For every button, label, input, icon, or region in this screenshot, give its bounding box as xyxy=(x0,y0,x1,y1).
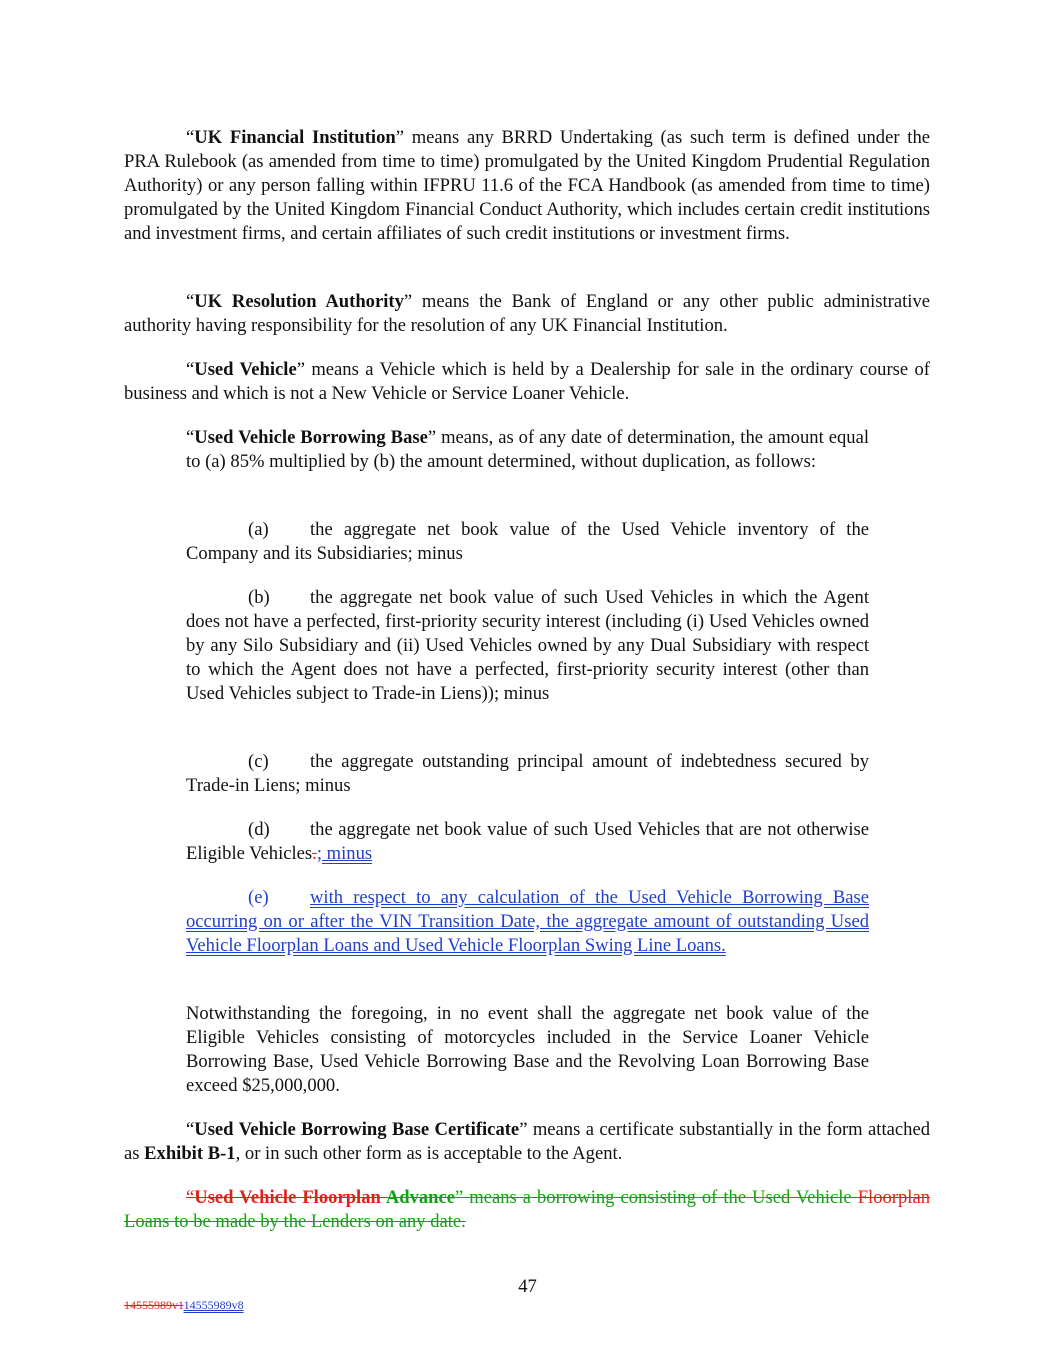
definition-used-vehicle-floorplan-advance-deleted xyxy=(124,1186,930,1234)
deleted-body-red: Floorplan xyxy=(857,1187,930,1208)
exhibit-reference: Exhibit B-1 xyxy=(144,1143,236,1164)
definition-body-end: , or in such other form as is acceptable to the Agent. xyxy=(235,1143,623,1164)
defined-term: UK Resolution Authority xyxy=(194,291,404,312)
defined-term: Used Vehicle xyxy=(194,359,297,380)
document-id xyxy=(124,1298,244,1312)
definition-used-vehicle xyxy=(124,358,930,406)
document-id-old: 14555989v1 xyxy=(124,1298,184,1312)
clause-e-inserted xyxy=(186,886,869,958)
clause-text: the aggregate net book value of such Used Vehicles in which the Agent does not have a perfected, first-priority security interest (including (i) Used Vehicles owned by any Silo Subsidiary and (ii) Used Vehicles owned by any Dual Subsidiary with respect to which the Agent does not have a perfected, first-priority security interest (other than Used Vehicles subject to Trade-in Liens)); minus xyxy=(186,587,869,704)
definition-used-vehicle-borrowing-base-certificate xyxy=(124,1118,930,1166)
open-quote: “ xyxy=(186,359,195,380)
open-quote: “ xyxy=(186,291,195,312)
open-quote: “ xyxy=(186,127,195,148)
clause-a xyxy=(186,518,869,566)
definition-body: ” means a Vehicle which is held by a Dealership for sale in the ordinary course of business and which is not a New Vehicle or Service Loaner Vehicle. xyxy=(124,359,931,404)
clause-text: with respect to any calculation of the Used Vehicle Borrowing Base occurring on or after the VIN Transition Date, the aggregate amount of outstanding Used Vehicle Floorplan Loans and Used Vehicle Floorplan Swing Line Loans. xyxy=(186,887,869,956)
clause-text: the aggregate outstanding principal amount of indebtedness secured by Trade-in Liens; minus xyxy=(186,751,869,796)
clause-number: (c) xyxy=(248,751,269,772)
defined-term: Used Vehicle Borrowing Base Certificate xyxy=(194,1119,520,1140)
clause-text: the aggregate net book value of such Used Vehicles that are not otherwise Eligible Vehicles xyxy=(186,819,869,864)
document-id-new: 14555989v8 xyxy=(183,1298,244,1312)
deleted-body-green-end: Loans to be made by the Lenders on any date. xyxy=(124,1211,466,1232)
definition-body: ” means any BRRD Undertaking (as such term is defined under the PRA Rulebook (as amended from time to time) promulgated by the United Kingdom Prudential Regulation Authority) or any person falling within IFPRU 11.6 of the FCA Handbook (as amended from time to time) promulgated by the United Kingdom Financial Conduct Authority, which includes certain credit institutions and investment firms, and certain affiliates of such credit institutions or investment firms. xyxy=(124,127,930,244)
deleted-text: . xyxy=(312,843,317,864)
page-number: 47 xyxy=(518,1276,537,1297)
open-quote: “ xyxy=(186,427,195,448)
defined-term: UK Financial Institution xyxy=(194,127,396,148)
inserted-text: ; minus xyxy=(316,843,373,864)
deleted-term-red: Used Vehicle Floorplan xyxy=(194,1187,386,1208)
definition-uk-financial-institution xyxy=(124,126,930,246)
deleted-body-green: ” means a borrowing consisting of the Used Vehicle xyxy=(455,1187,858,1208)
defined-term: Used Vehicle Borrowing Base xyxy=(194,427,428,448)
clause-number: (b) xyxy=(248,587,270,608)
open-quote: “ xyxy=(186,1119,195,1140)
clause-b xyxy=(186,586,869,706)
clause-text: the aggregate net book value of the Used Vehicle inventory of the Company and its Subsidiaries; minus xyxy=(186,519,869,564)
clause-d xyxy=(186,818,869,866)
definition-uk-resolution-authority xyxy=(124,290,930,338)
notwithstanding-paragraph: Notwithstanding the foregoing, in no event shall the aggregate net book value of the Eligible Vehicles consisting of motorcycles included in the Service Loaner Vehicle Borrowing Base, Used Vehicle Borrowing Base and the Revolving Loan Borrowing Base exceed $25,000,000. xyxy=(186,1003,869,1096)
clause-number: (a) xyxy=(248,519,269,540)
open-quote: “ xyxy=(186,1187,195,1208)
definition-body: ” means the Bank of England or any other public administrative authority having responsibility for the resolution of any UK Financial Institution. xyxy=(124,291,930,336)
definition-body: ” means a certificate substantially in the form attached as xyxy=(124,1119,930,1164)
deleted-term-green: Advance xyxy=(385,1187,456,1208)
definition-used-vehicle-borrowing-base xyxy=(186,426,869,474)
clause-number: (e) xyxy=(248,887,269,908)
clause-number: (d) xyxy=(248,819,270,840)
clause-c xyxy=(186,750,869,798)
definition-body: ” means, as of any date of determination, the amount equal to (a) 85% multiplied by (b) the amount determined, without duplication, as follows: xyxy=(186,427,869,472)
